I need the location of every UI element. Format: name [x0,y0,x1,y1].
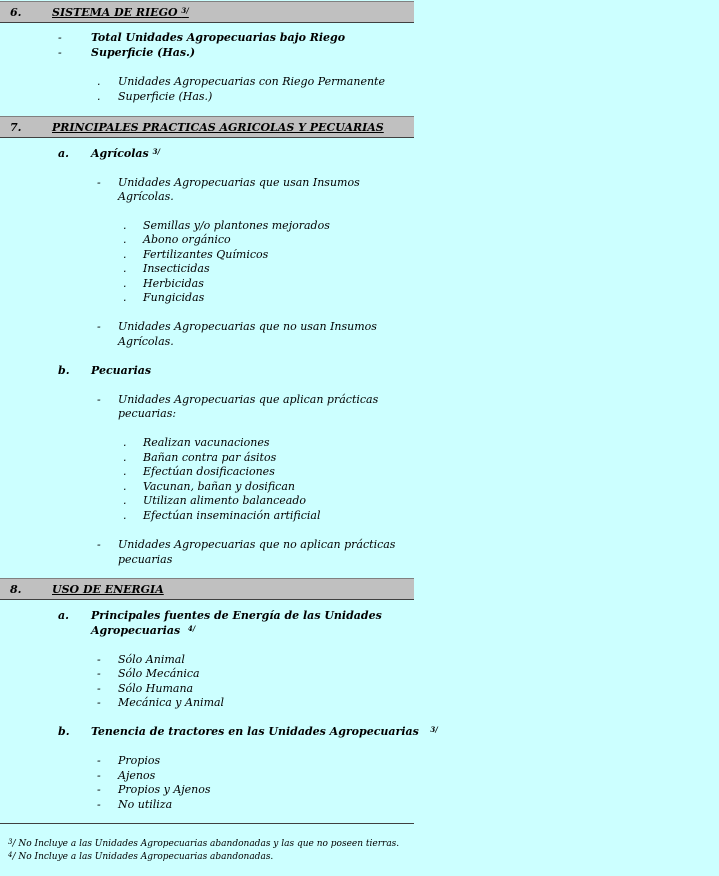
list-item: Utilizan alimento balanceado [143,494,306,507]
dash: - [97,769,101,782]
subsection-title-continued: Agropecuarias $^{4/}$ [91,624,196,637]
list-item: Sólo Animal [118,653,185,666]
footnote: $^3$/ No Incluye a las Unidades Agropecuarias abandonadas y las que no poseen tierras. [8,838,400,849]
list-item-continued: Agrícolas. [118,190,174,203]
list-item: Sólo Humana [118,682,194,695]
dash: - [97,538,101,551]
section-7-header [0,116,414,138]
list-item: Unidades Agropecuarias que no aplican prácticas [118,538,396,551]
dot: . [123,480,127,493]
list-item: Unidades Agropecuarias que aplican prácticas [118,393,379,406]
section-6-header [0,1,414,23]
footnote: $^4$/ No Incluye a las Unidades Agropecuarias abandonadas. [8,851,274,862]
list-item: Efectúan dosificaciones [143,465,275,478]
list-item: Insecticidas [143,262,210,275]
dot: . [123,509,127,522]
footnote-divider [0,823,414,824]
dash: - [97,176,101,189]
list-item: Superficie (Has.) [118,90,213,103]
dot: . [123,465,127,478]
bullet: . [97,75,101,88]
bullet: . [97,90,101,103]
list-item: Propios y Ajenos [118,783,211,796]
list-item-continued: Agrícolas. [118,335,174,348]
dot: . [123,219,127,232]
dash: - [97,682,101,695]
subsection-letter: b. [58,725,70,738]
list-item: Unidades Agropecuarias que usan Insumos [118,176,360,189]
section-number: 8. [10,583,22,596]
dot: . [123,494,127,507]
list-item: Abono orgánico [143,233,231,246]
list-item: Ajenos [118,769,156,782]
section-number: 7. [10,121,22,134]
list-item: Herbicidas [143,277,204,290]
subsection-title: Principales fuentes de Energía de las Unidades [91,609,382,622]
list-item: Fertilizantes Químicos [143,248,269,261]
section-title: USO DE ENERGIA [52,583,164,596]
subsection-title: Agrícolas $^{3/}$ [91,147,161,160]
dash: - [97,783,101,796]
subsection-letter: a. [58,609,69,622]
dot: . [123,451,127,464]
dash: - [97,393,101,406]
list-item: Realizan vacunaciones [143,436,270,449]
list-item: Total Unidades Agropecuarias bajo Riego [91,31,346,44]
dash: - [97,754,101,767]
subsection-letter: a. [58,147,69,160]
list-item: Fungicidas [143,291,205,304]
list-item: Sólo Mecánica [118,667,200,680]
dash: - [97,667,101,680]
dot: . [123,248,127,261]
dot: . [123,291,127,304]
dash: - [97,653,101,666]
section-number: 6. [10,6,22,19]
subsection-title: Pecuarias [91,364,152,377]
dash: - [97,320,101,333]
list-item: Vacunan, bañan y dosifican [143,480,295,493]
bullet: - [58,31,62,44]
dot: . [123,436,127,449]
list-item: Semillas y/o plantones mejorados [143,219,330,232]
list-item: Efectúan inseminación artificial [143,509,321,522]
list-item-continued: pecuarias [118,553,173,566]
list-item-continued: pecuarias: [118,407,177,420]
dash: - [97,696,101,709]
dot: . [123,277,127,290]
bullet: - [58,46,62,59]
section-title: SISTEMA DE RIEGO $^{3/}$ [52,6,189,19]
list-item: Mecánica y Animal [118,696,225,709]
list-item: Superficie (Has.) [91,46,196,59]
section-8-header [0,578,414,600]
dot: . [123,233,127,246]
list-item: Propios [118,754,161,767]
subsection-title: Tenencia de tractores en las Unidades Agropecuarias $^{3/}$ [91,725,438,738]
dash: - [97,798,101,811]
list-item: No utiliza [118,798,173,811]
section-title: PRINCIPALES PRACTICAS AGRICOLAS Y PECUARIAS [52,121,384,134]
list-item: Unidades Agropecuarias que no usan Insumos [118,320,377,333]
list-item: Bañan contra par ásitos [143,451,277,464]
dot: . [123,262,127,275]
list-item: Unidades Agropecuarias con Riego Permanente [118,75,385,88]
subsection-letter: b. [58,364,70,377]
